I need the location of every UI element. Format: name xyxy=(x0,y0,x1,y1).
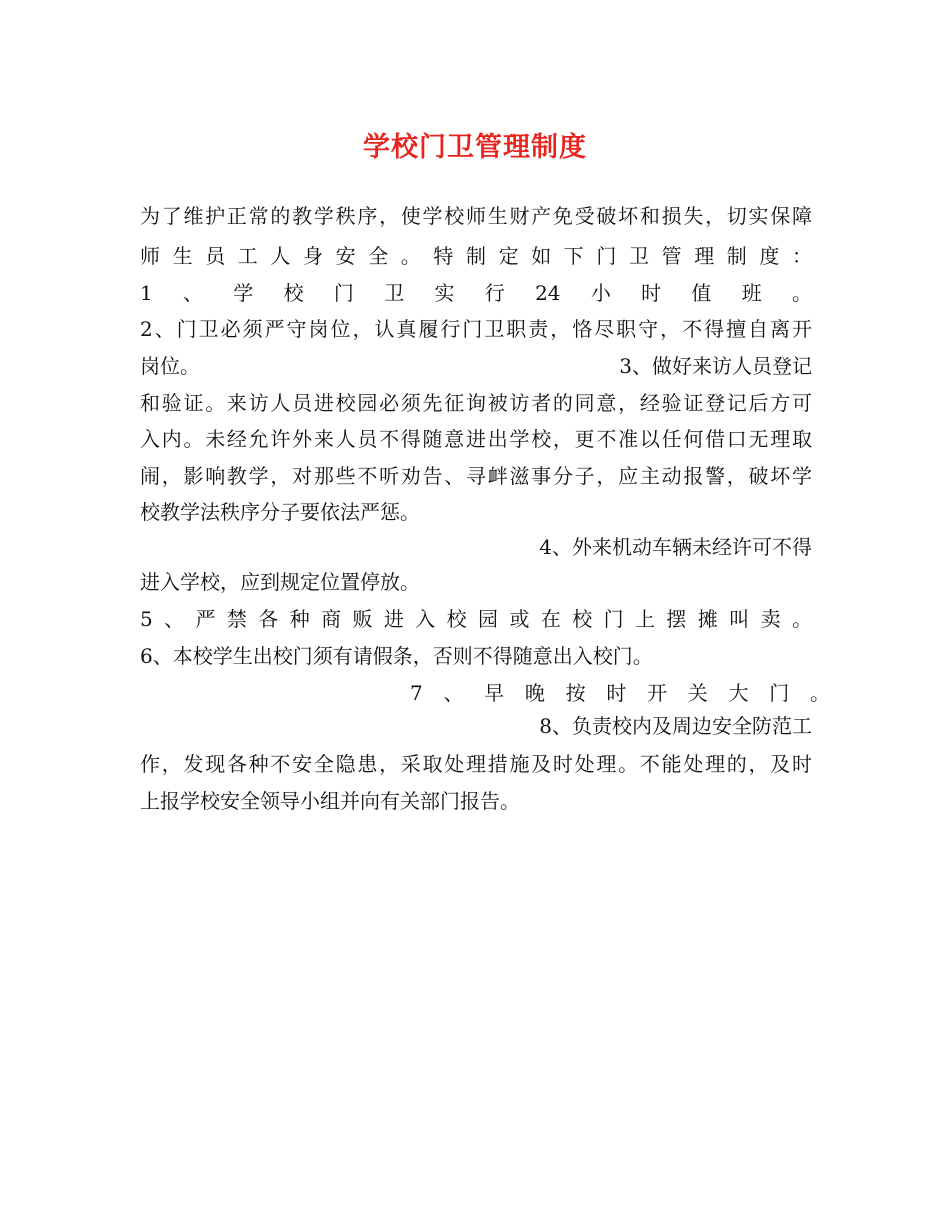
paragraph-line: 校教学法秩序分子要依法严惩。 xyxy=(140,500,420,524)
paragraph-line: 师生员工人身安全。特制定如下门卫管理制度： xyxy=(140,244,812,268)
paragraph-line: 入内。未经允许外来人员不得随意进出学校，更不准以任何借口无理取 xyxy=(140,427,812,451)
rule-item-5: 5、严禁各种商贩进入校园或在校门上摆摊叫卖。 xyxy=(140,607,812,631)
rule-item-4: 4、外来机动车辆未经许可不得 xyxy=(539,535,812,559)
paragraph-line: 闹，影响教学，对那些不听劝告、寻衅滋事分子，应主动报警，破坏学 xyxy=(140,464,812,488)
paragraph-line: 和验证。来访人员进校园必须先征询被访者的同意，经验证登记后方可 xyxy=(140,391,812,415)
rule-item-7: 7、早晚按时开关大门。 xyxy=(410,681,830,705)
paragraph-line: 为了维护正常的教学秩序，使学校师生财产免受破坏和损失，切实保障 xyxy=(140,204,812,228)
paragraph-line: 进入学校，应到规定位置停放。 xyxy=(140,570,420,594)
rule-item-2: 2、门卫必须严守岗位，认真履行门卫职责，恪尽职守，不得擅自离开 xyxy=(140,317,812,341)
document-title: 学校门卫管理制度 xyxy=(363,132,587,163)
rule-item-1: 1、学校门卫实行24小时值班。 xyxy=(140,281,812,305)
rule-item-8: 8、负责校内及周边安全防范工 xyxy=(539,714,812,738)
rule-item-6: 6、本校学生出校门须有请假条，否则不得随意出入校门。 xyxy=(140,644,653,668)
paragraph-line: 岗位。 xyxy=(140,354,200,378)
rule-item-3: 3、做好来访人员登记 xyxy=(619,354,812,378)
paragraph-line: 上报学校安全领导小组并向有关部门报告。 xyxy=(140,789,520,813)
paragraph-line: 作，发现各种不安全隐患，采取处理措施及时处理。不能处理的，及时 xyxy=(140,752,812,776)
